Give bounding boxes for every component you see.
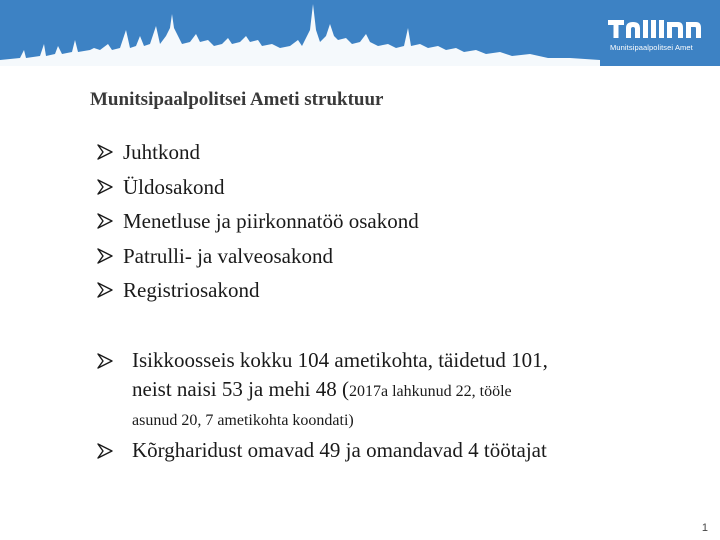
- arrowhead-bullet-icon: [96, 213, 114, 229]
- page-number: 1: [701, 522, 708, 534]
- arrowhead-bullet-icon: [96, 282, 114, 298]
- arrowhead-bullet-icon: [96, 144, 114, 160]
- list-item: [96, 278, 419, 313]
- arrowhead-bullet-icon: [96, 248, 114, 264]
- city-skyline-icon: [0, 0, 600, 66]
- department-label: Juhtkond: [123, 140, 201, 164]
- staff-line-2-main: neist naisi 53 ja mehi 48 (: [132, 377, 349, 401]
- list-item: [96, 175, 419, 210]
- arrowhead-bullet-icon: [96, 353, 114, 369]
- header-banner: [0, 0, 720, 66]
- department-label: Menetluse ja piirkonnatöö osakond: [123, 209, 419, 233]
- department-label: Üldosakond: [123, 174, 225, 199]
- arrowhead-bullet-icon: [96, 179, 114, 195]
- tallinn-logo: [606, 16, 710, 56]
- education-text: Kõrgharidust omavad 49 ja omandavad 4 töötajat: [132, 438, 547, 462]
- staff-text: [132, 346, 548, 435]
- arrowhead-bullet-icon: [96, 443, 114, 459]
- list-item: [96, 209, 419, 244]
- list-item: [96, 244, 419, 279]
- staff-line-2-small: 2017a lahkunud 22, tööle: [348, 383, 512, 400]
- department-list: [96, 140, 419, 313]
- logo-subtitle: Munitsipaalpolitsei Amet: [610, 43, 693, 52]
- staff-line-3: asunud 20, 7 ametikohta koondati): [132, 412, 354, 429]
- tallinn-wordmark-icon: [606, 16, 702, 40]
- staff-line-1: Isikkoosseis kokku 104 ametikohta, täidetud 101,: [132, 348, 548, 372]
- list-item: [96, 140, 419, 175]
- staff-line-2: [132, 375, 548, 406]
- department-label: Registriosakond: [123, 278, 260, 302]
- slide-title: Munitsipaalpolitsei Ameti struktuur: [90, 89, 384, 110]
- department-label: Patrulli- ja valveosakond: [123, 243, 333, 268]
